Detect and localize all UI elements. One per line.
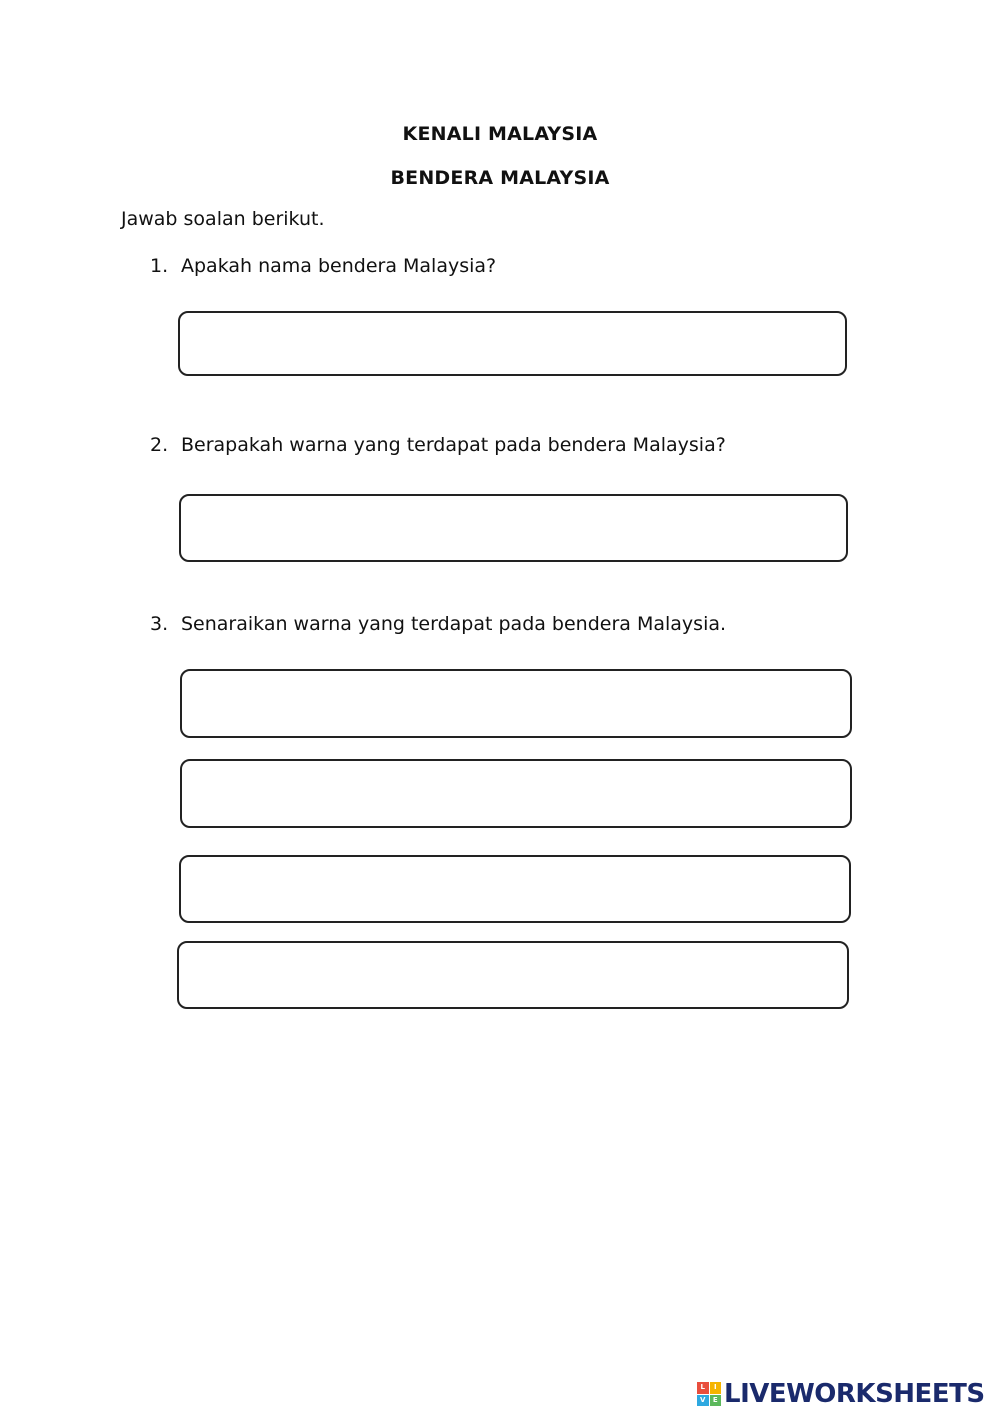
logo-letter-i: I	[710, 1382, 722, 1394]
answer-box-3d[interactable]	[177, 941, 849, 1009]
worksheet-subtitle: BENDERA MALAYSIA	[390, 167, 610, 189]
answer-box-2[interactable]	[179, 494, 848, 562]
worksheet-title: KENALI MALAYSIA	[402, 123, 598, 145]
question-1-text: Apakah nama bendera Malaysia?	[181, 255, 497, 277]
question-1-number: 1.	[150, 255, 169, 277]
liveworksheets-logo	[697, 1378, 985, 1410]
question-3-text: Senaraikan warna yang terdapat pada bendera Malaysia.	[181, 613, 727, 635]
logo-letter-l: L	[697, 1382, 709, 1394]
answer-box-3a[interactable]	[180, 669, 852, 738]
liveworksheets-brand-text: LIVEWORKSHEETS	[724, 1379, 985, 1409]
question-3-number: 3.	[150, 613, 169, 635]
answer-box-1[interactable]	[178, 311, 847, 376]
answer-box-3b[interactable]	[180, 759, 852, 828]
logo-letter-e: E	[710, 1395, 722, 1407]
instruction-text: Jawab soalan berikut.	[121, 208, 325, 230]
question-2-number: 2.	[150, 434, 169, 456]
logo-letter-v: V	[697, 1395, 709, 1407]
answer-box-3c[interactable]	[179, 855, 851, 923]
liveworksheets-logo-icon	[697, 1382, 721, 1406]
question-2-text: Berapakah warna yang terdapat pada bendera Malaysia?	[181, 434, 726, 456]
